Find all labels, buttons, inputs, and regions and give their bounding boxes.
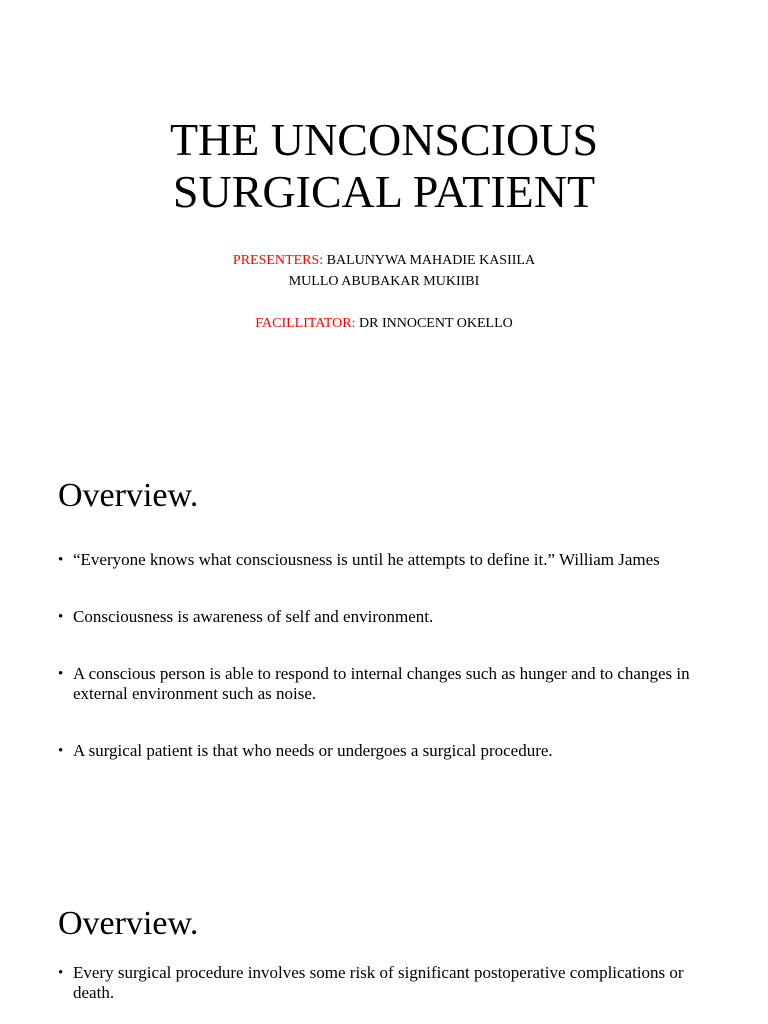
presenter-2: MULLO ABUBAKAR MUKIIBI: [288, 274, 480, 289]
facilitator-label: FACILLITATOR:: [255, 316, 356, 331]
presentation-title: [0, 114, 768, 218]
facilitator-line: [0, 313, 768, 334]
bullet-list: [58, 550, 718, 798]
bullet-item: • Every surgical procedure involves some risk of significant postoperative complications or death.: [58, 963, 718, 1003]
overview-slide-1: [0, 426, 768, 852]
slide-heading: Overview.: [58, 477, 199, 514]
slide-heading: Overview.: [58, 905, 199, 942]
presenter-1: BALUNYWA MAHADIE KASIILA: [323, 253, 536, 268]
bullet-item: • “Everyone knows what consciousness is until he attempts to define it.” William James: [58, 550, 718, 570]
bullet-item: • A surgical patient is that who needs or undergoes a surgical procedure.: [58, 741, 718, 761]
bullet-item: • Consciousness is awareness of self and environment.: [58, 607, 718, 627]
credits: [0, 250, 768, 334]
presenters-line: [0, 250, 768, 271]
bullet-list: [58, 963, 718, 1024]
bullet-item: • A conscious person is able to respond to internal changes such as hunger and to changes in external environment such as noise.: [58, 664, 718, 704]
title-line-2: SURGICAL PATIENT: [172, 166, 596, 217]
title-line-1: THE UNCONSCIOUS: [169, 114, 599, 165]
overview-slide-2: [0, 852, 768, 1024]
facilitator-name: DR INNOCENT OKELLO: [355, 316, 513, 331]
presenters-label: PRESENTERS:: [232, 253, 324, 268]
title-slide: [0, 0, 768, 426]
